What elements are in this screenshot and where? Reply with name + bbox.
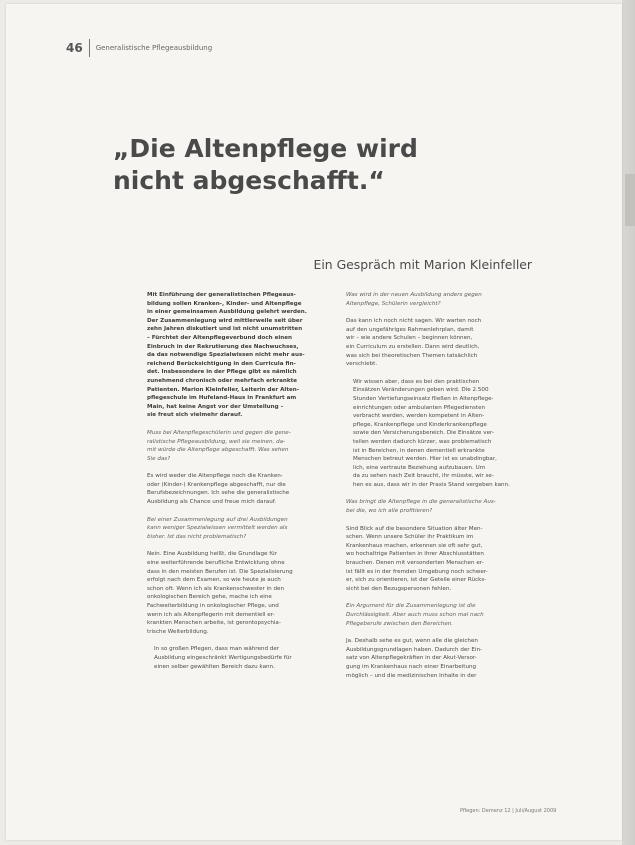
- text-line: Das kann ich noch nicht sagen. Wir warten noch: [346, 318, 482, 325]
- text-line: det. Insbesondere in der Pflege gibt es nämlich: [147, 369, 297, 376]
- text-line: Bei einer Zusammenlegung auf drei Ausbildungen: [147, 516, 288, 523]
- text-line: onkologischen Bereich gehe, mache ich eine: [147, 594, 272, 601]
- text-line: ralistische Pflegeausbildung, weil sie meinen, da-: [147, 438, 286, 445]
- page-number: 46: [66, 41, 83, 55]
- interview-answer: [346, 317, 530, 369]
- text-line: Einbruch in der Rekrutierung des Nachwuchses,: [147, 343, 299, 350]
- text-line: pflegeschule im Hufeland-Haus in Frankfurt am: [147, 395, 297, 402]
- text-line: – Fürchtet der Altenpflegeverbund doch einen: [147, 334, 293, 341]
- text-line: Krankenhaus machen, erkennen sie oft sehr gut,: [346, 542, 483, 549]
- text-line: verbracht werden, werden kompetent in Alten-: [353, 413, 485, 420]
- text-line: lich, eine vertraute Beziehung aufzubauen. Um: [353, 464, 486, 471]
- article-title-line: „Die Altenpflege wird: [113, 134, 418, 163]
- text-line: er, sich zu orientieren, ist der Geteile einer Rücks-: [346, 577, 487, 584]
- text-line: was sich bei theoretischen Themen tatsächlich: [346, 352, 478, 359]
- interview-answer: [346, 378, 530, 490]
- text-line: bildung sollen Kranken-, Kinder- und Altenpflege: [147, 300, 302, 307]
- text-line: Was wird in der neuen Ausbildung anders gegen: [346, 292, 482, 298]
- text-line: mit würde die Altenpflege abgeschafft. Was sehen: [147, 447, 289, 454]
- interview-answer: [346, 637, 530, 680]
- text-line: In so großen Pflegen, dass man während der: [154, 646, 280, 653]
- interview-question: [346, 291, 530, 308]
- text-line: hen es aus, dass wir in der Praxis Stand vergeben kann.: [353, 481, 510, 488]
- text-line: Muss bei Altenpflegeschülerin und gegen die gene-: [147, 429, 291, 436]
- text-line: eine weiterführende berufliche Entwicklung ohne: [147, 560, 285, 567]
- page-tab-marker: [625, 174, 635, 226]
- text-line: sicht bei den Bezugspersonen fehlen.: [346, 585, 452, 592]
- interview-answer: [147, 645, 332, 671]
- interview-question: [346, 602, 530, 628]
- text-line: Was bringt die Altenpflege in die generalistische Aus-: [346, 499, 496, 506]
- text-line: Durchlässigkeit. Aber auch muss schon mal nach: [346, 612, 484, 618]
- text-line: gung im Krankenhaus nach einer Einarbeitung: [346, 663, 477, 670]
- text-line: Mit Einführung der generalistischen Pflegeaus-: [147, 292, 296, 298]
- text-line: einen selber gewählten Bereich dazu kann.: [154, 663, 275, 670]
- text-line: Einsätzen Veränderungen geben wird. Die 2.500: [353, 387, 489, 394]
- text-line: dass in den meisten Berufen ist. Die Spezialisierung: [147, 568, 293, 575]
- interview-answer: [147, 472, 332, 506]
- text-line: brauchen. Denen mit versonderten Menschen er-: [346, 560, 484, 567]
- text-column-left: [147, 291, 332, 680]
- text-column-right: [346, 291, 530, 689]
- article-title: [113, 133, 533, 197]
- text-line: Wir wissen aber, dass es bei den praktischen: [353, 378, 480, 385]
- text-line: ist in Bereichen, in denen dementiell erkrankte: [353, 447, 485, 454]
- text-line: reichend Berücksichtigung in den Curricula fin-: [147, 360, 296, 367]
- text-line: schen. Wenn unsere Schüler ihr Praktikum im: [346, 534, 474, 541]
- intro-paragraph: [147, 291, 332, 420]
- text-line: zehn Jahren diskutiert und ist nicht unumstritten: [147, 326, 303, 333]
- interview-question: [147, 516, 332, 542]
- text-line: Sie das?: [147, 455, 171, 462]
- text-line: satz von Altenpflegekräften in der Akut-Versor-: [346, 655, 477, 662]
- running-header: [66, 40, 212, 56]
- text-line: Altenpflege, Schülerin vergleicht?: [346, 300, 441, 307]
- text-line: bei die, wo ich alle profitieren?: [346, 508, 433, 515]
- page-edge: [622, 0, 635, 845]
- text-line: Ausbildungsgrundlagen haben. Dadurch der Ein-: [346, 646, 483, 653]
- text-line: da das notwendige Spezialwissen nicht mehr aus-: [147, 352, 305, 359]
- text-line: Ja. Deshalb sehe es gut, wenn alle die gleichen: [346, 638, 478, 645]
- text-line: erfolgt nach dem Examen, so wie heute je auch: [147, 577, 281, 584]
- text-line: einrichtungen oder ambulanten Pflegediensten: [353, 404, 486, 411]
- text-line: in einer gemeinsamen Ausbildung gelehrt werden.: [147, 309, 307, 316]
- text-line: auf den ungefähriges Rahmenlehrplan, damit: [346, 326, 474, 333]
- text-line: möglich – und die medizinischen Inhalte in der: [346, 672, 477, 679]
- text-line: Pflegeberufe zwischen den Bereichen.: [346, 620, 454, 627]
- text-line: sowie den Versicherungsbereich. Die Einsätze ver-: [353, 430, 494, 437]
- text-line: Patienten. Marion Kleinfeller, Leiterin der Alten-: [147, 386, 300, 393]
- text-line: Berufsbezeichnungen. Ich sehe die generalistische: [147, 490, 290, 497]
- text-line: bisher. Ist das nicht problematisch?: [147, 533, 247, 540]
- text-line: Stunden Vertiefungseinsatz fließen in Altenpflege-: [353, 395, 494, 402]
- text-line: Menschen betreut werden. Hier ist es unabdingbar,: [353, 456, 497, 463]
- page-footer: Pflegen: Demenz 12 | Juli/August 2009: [460, 808, 557, 814]
- text-line: wir – wie andere Schulen – beginnen können,: [346, 335, 473, 342]
- text-line: Ausbildung als Chance und freue mich darauf.: [147, 499, 277, 506]
- interview-answer: [147, 550, 332, 636]
- text-line: Nein. Eine Ausbildung heißt, die Grundlage für: [147, 551, 278, 558]
- text-line: Sind Blick auf die besondere Situation älter Men-: [346, 525, 483, 532]
- text-line: Main, hat keine Angst vor der Umstellung –: [147, 403, 284, 410]
- text-line: verschiebt.: [346, 361, 378, 368]
- article-subtitle: Ein Gespräch mit Marion Kleinfeller: [313, 257, 532, 272]
- text-line: pflege, Krankenpflege und Kinderkrankenpflege: [353, 421, 487, 428]
- text-line: trische Weiterbildung.: [147, 628, 209, 635]
- article-title-line: nicht abgeschafft.“: [113, 166, 385, 195]
- text-line: Es wird weder die Altenpflege noch die Kranken-: [147, 473, 283, 480]
- text-line: Fachweiterbildung in onkologischer Pflege, und: [147, 603, 279, 609]
- text-line: sie freut sich vielmehr darauf.: [147, 412, 243, 419]
- text-line: wenn ich als Altenpflegerin mit dementiell er-: [147, 611, 275, 618]
- text-line: teilen werden dadurch kürzer, was problematisch: [353, 438, 492, 445]
- text-line: ist fällt es in der fremden Umgebung noch schwer-: [346, 568, 488, 575]
- text-line: krankten Menschen arbeite, ist gerontopsychia-: [147, 620, 281, 627]
- text-line: zunehmend chronisch oder mehrfach erkrankte: [147, 377, 298, 384]
- section-title: Generalistische Pflegeausbildung: [95, 44, 213, 52]
- text-line: da zu sehen nach Zeit braucht, ihr müsste, wir se-: [353, 473, 494, 480]
- text-line: kann weniger Spezialwissen vermittelt werden als: [147, 525, 288, 532]
- text-line: Ein Argument für die Zusammenlegung ist die: [346, 603, 476, 610]
- text-line: oder (Kinder-) Krankenpflege abgeschafft, nur die: [147, 481, 286, 488]
- interview-question: [346, 498, 530, 515]
- text-line: wo hochaltrige Patienten in ihrer Abschlusstätten: [346, 551, 484, 558]
- text-line: Der Zusammenlegung wird mittlerweile seit über: [147, 317, 303, 324]
- header-divider: [89, 39, 90, 57]
- interview-answer: [346, 525, 530, 594]
- interview-question: [147, 429, 332, 463]
- text-line: Ausbildung eingeschränkt Wertigungsbedürfe für: [154, 654, 292, 661]
- text-line: schon oft. Wenn ich als Krankenschwester in den: [147, 585, 285, 592]
- text-line: ein Curriculum zu erstellen. Dann wird deutlich,: [346, 343, 480, 350]
